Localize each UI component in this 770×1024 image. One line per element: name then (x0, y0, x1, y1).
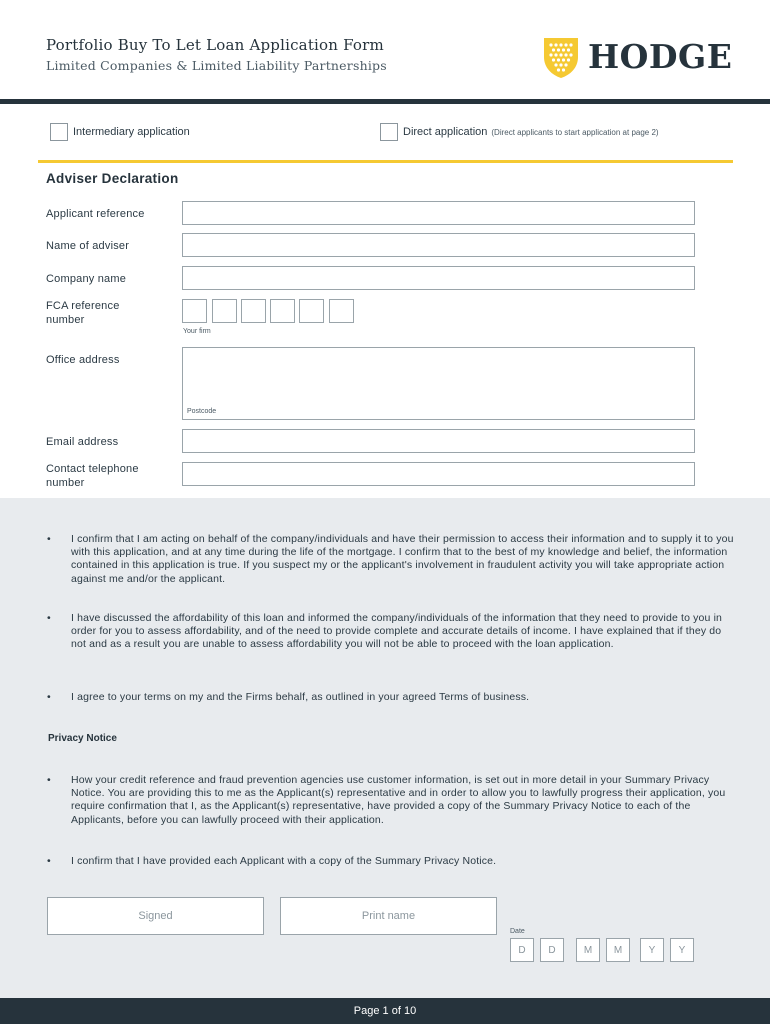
postcode-label: Postcode (187, 408, 217, 415)
phone-input[interactable] (182, 462, 695, 486)
direct-option[interactable] (380, 122, 659, 142)
date-year-box[interactable]: Y (640, 938, 664, 962)
fca-digit-box[interactable] (182, 299, 207, 323)
fca-digit-box[interactable] (270, 299, 295, 323)
date-month-box[interactable]: M (576, 938, 600, 962)
adviser-name-input[interactable] (182, 233, 695, 257)
privacy-notice-title: Privacy Notice (48, 733, 117, 744)
office-address-input[interactable] (182, 347, 695, 420)
form-header (0, 0, 770, 100)
office-address-label: Office address (46, 354, 120, 366)
phone-label-line1: Contact telephone (46, 463, 139, 475)
page-number: Page 1 of 10 (353, 1005, 417, 1017)
intermediary-checkbox[interactable] (50, 123, 68, 141)
form-title: Portfolio Buy To Let Loan Application Form (46, 36, 384, 54)
fca-note: Your firm (183, 328, 211, 335)
company-name-input[interactable] (182, 266, 695, 290)
fca-digit-box[interactable] (329, 299, 354, 323)
fca-label-line2: number (46, 314, 85, 326)
email-label: Email address (46, 436, 119, 448)
hodge-logo (542, 35, 737, 79)
bullet-marker: • (47, 855, 51, 867)
email-input[interactable] (182, 429, 695, 453)
form-subtitle: Limited Companies & Limited Liability Partnerships (46, 58, 387, 73)
intermediary-option[interactable] (50, 122, 190, 142)
page-footer (0, 998, 770, 1024)
adviser-declaration-title: Adviser Declaration (46, 171, 179, 186)
applicant-reference-label: Applicant reference (46, 208, 145, 220)
direct-note: (Direct applicants to start application at page 2) (491, 127, 659, 137)
print-name-field[interactable]: Print name (280, 897, 497, 935)
date-day-box[interactable]: D (540, 938, 564, 962)
applicant-reference-input[interactable] (182, 201, 695, 225)
bullet-marker: • (47, 691, 51, 703)
direct-label: Direct application (403, 126, 488, 138)
bullet-marker: • (47, 612, 51, 624)
fca-digit-box[interactable] (299, 299, 324, 323)
bullet-marker: • (47, 774, 51, 786)
adviser-name-label: Name of adviser (46, 240, 130, 252)
phone-label (46, 462, 139, 490)
fca-digit-box[interactable] (241, 299, 266, 323)
company-name-label: Company name (46, 273, 127, 285)
declaration-item: I confirm that I have provided each Applicant with a copy of the Summary Privacy Notice. (71, 855, 497, 867)
signature-field[interactable]: Signed (47, 897, 264, 935)
declaration-item: I confirm that I am acting on behalf of the company/individuals and have their permission to access their information and to supply it to you with this application, and at any time during the life of the mortgage. I confirm that to the best of my knowledge and belief, the information contained in this application is true. If you suspect my or the applicant's involvement in fraudulent activity you will take appropriate action against me and/or the applicant. (71, 533, 734, 585)
header-divider (0, 99, 770, 104)
fca-reference-label (46, 299, 120, 327)
fca-digit-box[interactable] (212, 299, 237, 323)
shield-icon (542, 35, 580, 79)
declaration-item: I have discussed the affordability of this loan and informed the company/individuals of the information that they need to provide to you in order for you to assess affordability, and of the need to provide complete and accurate details of income. I have explained that if they do not and as a result you are unable to assess affordability you will not be able to proceed with the loan application. (71, 612, 723, 651)
declaration-item: How your credit reference and fraud prevention agencies use customer information, is set out in more detail in your Summary Privacy Notice. You are providing this to me as the Applicant(s) representative and in order to allow you to lawfully progress their application, you require confirmation that I, as the Applicant(s) representative, have provided a copy of the Summary Privacy Notice to each of the Applicants, before you can lawfully proceed with their application. (71, 774, 726, 826)
date-year-box[interactable]: Y (670, 938, 694, 962)
direct-checkbox[interactable] (380, 123, 398, 141)
fca-label-line1: FCA reference (46, 300, 120, 312)
logo-wordmark: HODGE (588, 37, 733, 76)
bullet-marker: • (47, 533, 51, 545)
date-day-box[interactable]: D (510, 938, 534, 962)
date-month-box[interactable]: M (606, 938, 630, 962)
date-label: Date (510, 928, 525, 935)
section-divider (38, 160, 733, 163)
intermediary-label: Intermediary application (73, 126, 190, 138)
phone-label-line2: number (46, 477, 85, 489)
declaration-item: I agree to your terms on my and the Firms behalf, as outlined in your agreed Terms of business. (71, 691, 530, 703)
